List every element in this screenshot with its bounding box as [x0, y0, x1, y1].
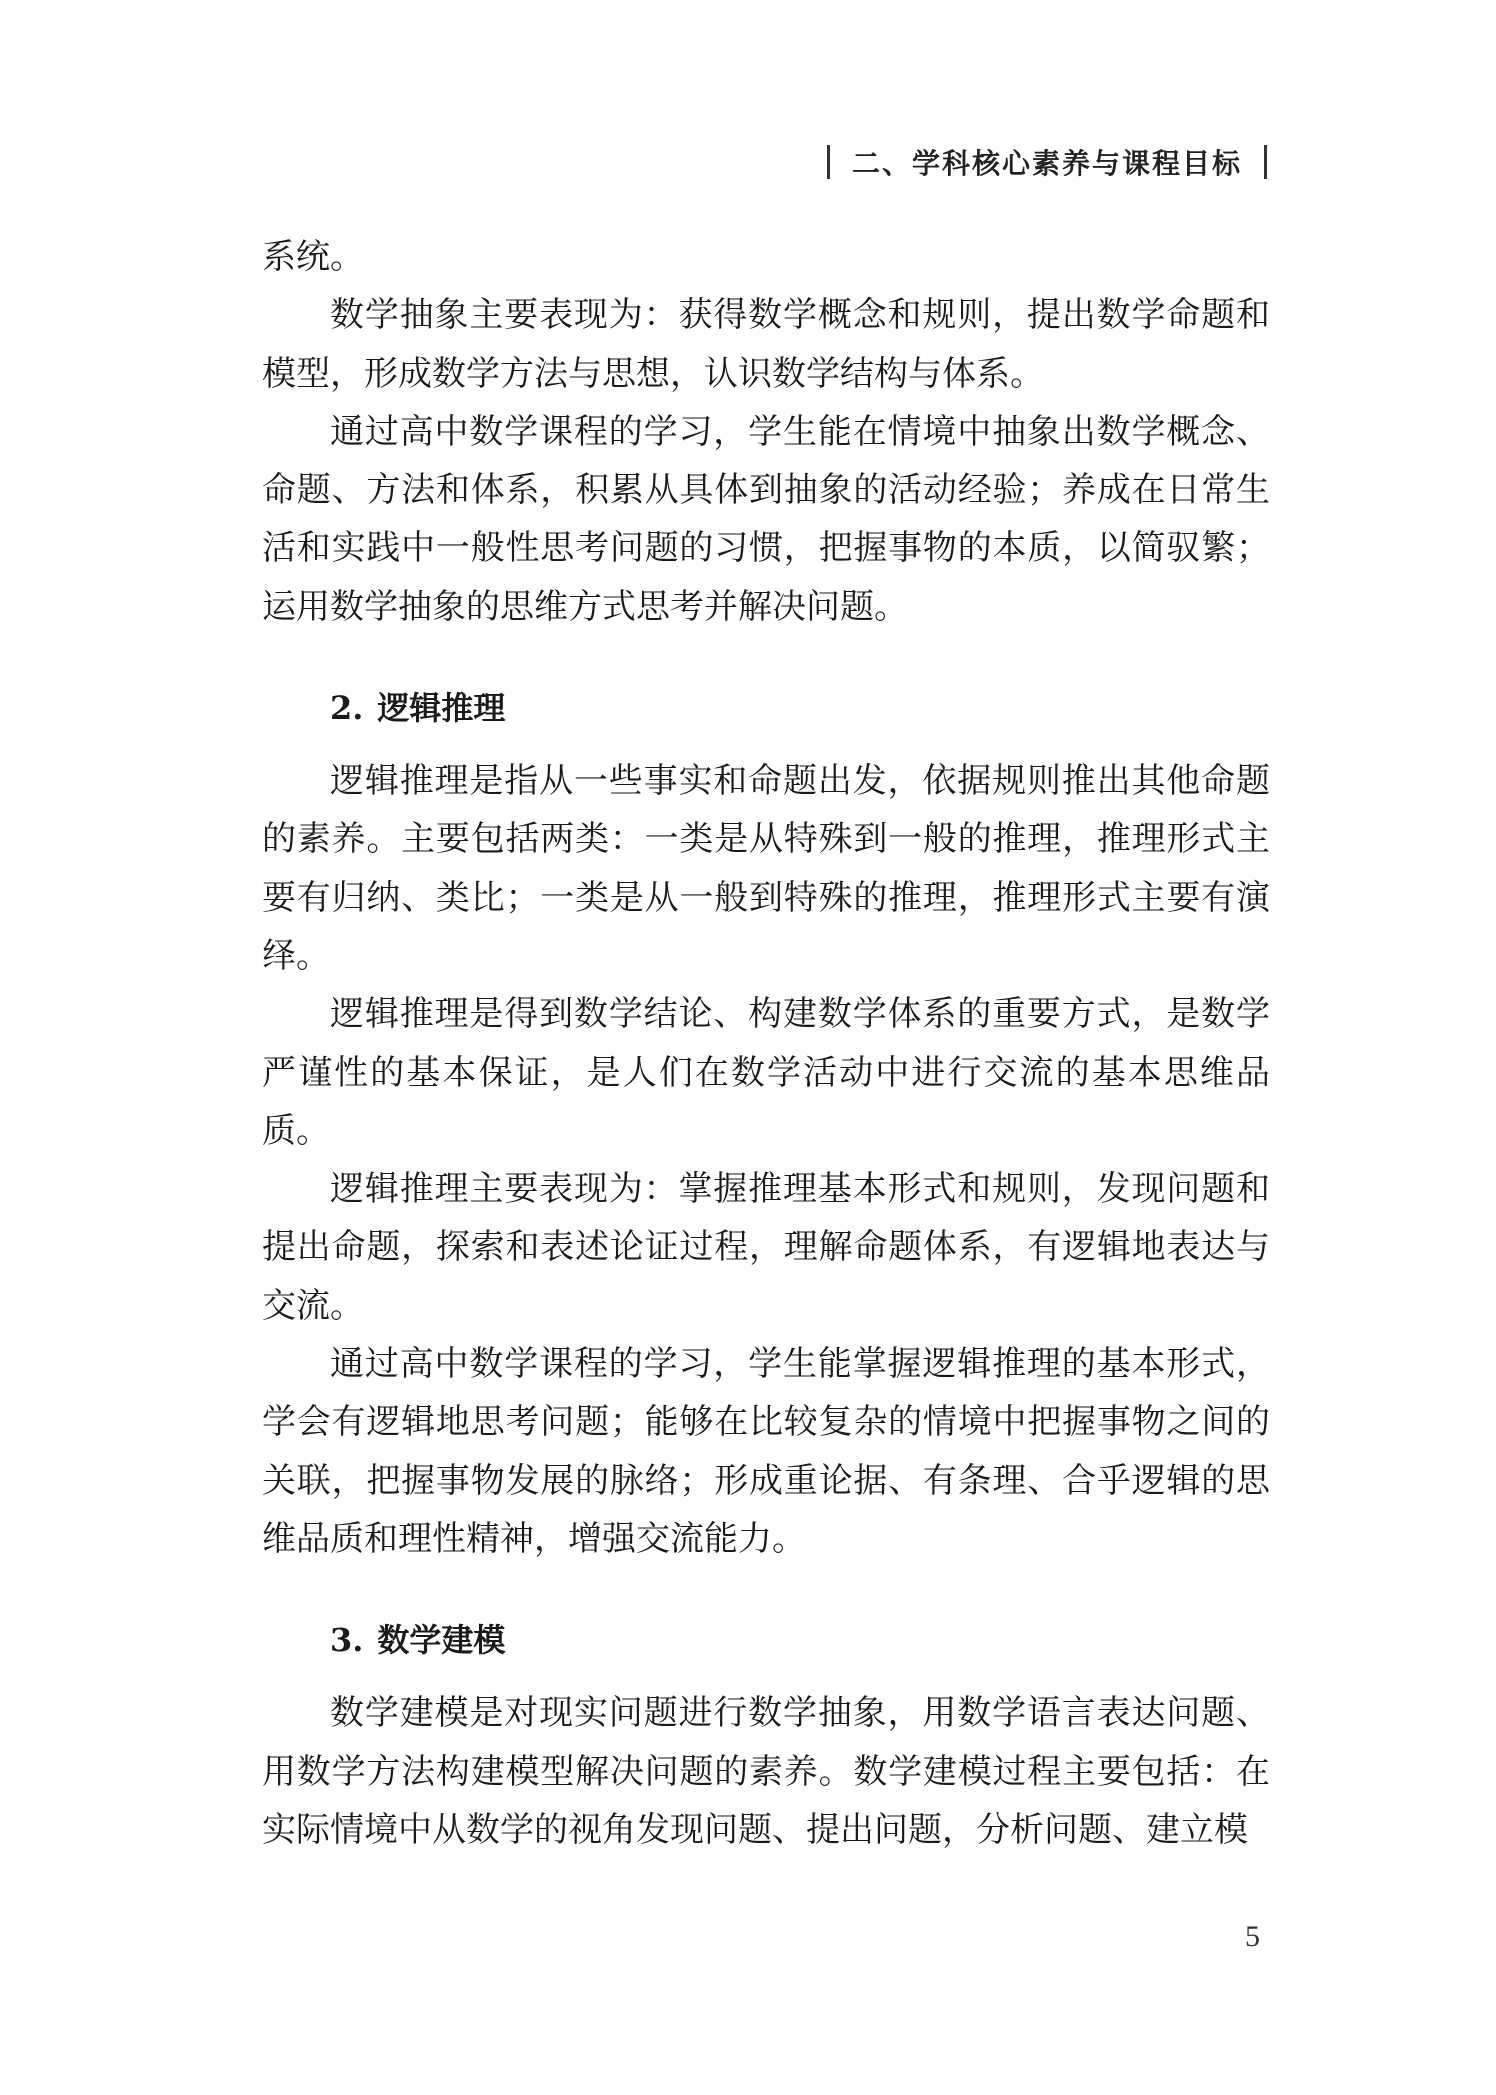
- paragraph: 通过高中数学课程的学习，学生能掌握逻辑推理的基本形式，学会有逻辑地思考问题；能够在比较复杂的情境中把握事物之间的关联，把握事物发展的脉络；形成重论据、有条理、合乎逻辑的思维品质和理性精神，增强交流能力。: [262, 1344, 1270, 1559]
- running-header: [827, 142, 1267, 182]
- section-heading-logical-reasoning: [262, 636, 1270, 752]
- paragraph: 逻辑推理是得到数学结论、构建数学体系的重要方式，是数学严谨性的基本保证，是人们在数学活动中进行交流的基本思维品质。: [262, 994, 1270, 1151]
- paragraph-continuation: 系统。: [262, 237, 364, 277]
- paragraph: 数学抽象主要表现为：获得数学概念和规则，提出数学命题和模型，形成数学方法与思想，认识数学结构与体系。: [262, 295, 1270, 394]
- section-title: 数学建模: [377, 1621, 506, 1660]
- section-number: 3.: [330, 1621, 364, 1660]
- section-heading-mathematical-modeling: [262, 1568, 1270, 1684]
- paragraph: 逻辑推理主要表现为：掌握推理基本形式和规则，发现问题和提出命题，探索和表述论证过程，理解命题体系，有逻辑地表达与交流。: [262, 1169, 1270, 1326]
- page-number: 5: [1245, 1920, 1260, 1953]
- header-title: 二、学科核心素养与课程目标: [851, 147, 1242, 180]
- paragraph: 数学建模是对现实问题进行数学抽象，用数学语言表达问题、用数学方法构建模型解决问题的素养。数学建模过程主要包括：在实际情境中从数学的视角发现问题、提出问题，分析问题、建立模: [262, 1693, 1270, 1850]
- section-title: 逻辑推理: [377, 689, 506, 728]
- section-number: 2.: [330, 689, 364, 728]
- paragraph: 逻辑推理是指从一些事实和命题出发，依据规则推出其他命题的素养。主要包括两类：一类是从特殊到一般的推理，推理形式主要有归纳、类比；一类是从一般到特殊的推理，推理形式主要有演绎。: [262, 761, 1270, 976]
- header-right-rule: [1264, 145, 1267, 179]
- paragraph: 通过高中数学课程的学习，学生能在情境中抽象出数学概念、命题、方法和体系，积累从具体到抽象的活动经验；养成在日常生活和实践中一般性思考问题的习惯，把握事物的本质，以简驭繁；运用数学抽象的思维方式思考并解决问题。: [262, 411, 1270, 627]
- page-body: [262, 228, 1270, 1859]
